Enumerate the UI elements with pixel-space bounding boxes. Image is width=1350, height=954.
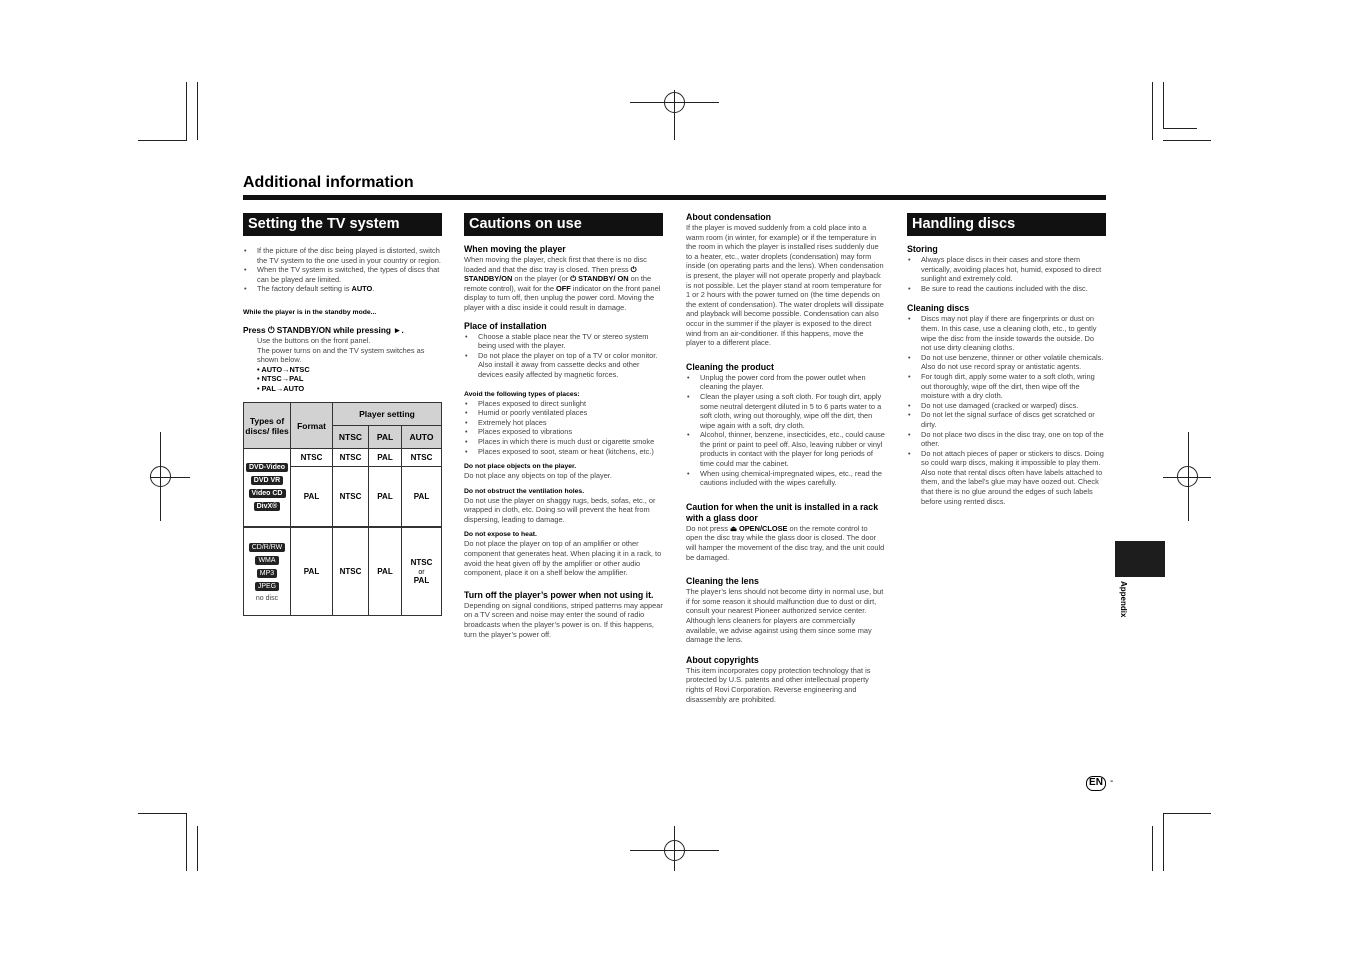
- tv-system-table: [243, 402, 442, 616]
- list-item: • Discs may not play if there are fingerprints or dust on them. In this case, use a cleaning cloth, etc., to gently wipe the disc from the inside towards the outside. Do not use dirty cleaning cloths.: [907, 314, 1106, 352]
- list-item: • When the TV system is switched, the types of discs that can be played are limited.: [243, 265, 442, 284]
- list-item: • Extremely hot places: [464, 418, 663, 428]
- power-off-text: Depending on signal conditions, striped patterns may appear on a TV screen and noise may enter the sound of radio broadcasts when the player’s power is on. If this happens, turn the player’s power off.: [464, 600, 663, 639]
- list-item: • For tough dirt, apply some water to a soft cloth, wring out thoroughly, wipe off the dirt, then wipe off the moisture with a dry cloth.: [907, 372, 1106, 401]
- list-item: • Always place discs in their cases and store them vertically, avoiding places hot, humid, exposed to direct sunlight and extremely cold.: [907, 255, 1106, 284]
- list-item: • Places exposed to direct sunlight: [464, 399, 663, 409]
- video-cd-badge: Video CD: [249, 489, 286, 498]
- heat-heading: Do not expose to heat.: [464, 531, 537, 539]
- copyrights-heading: About copyrights: [686, 654, 759, 665]
- heat-text: Do not place the player on top of an amplifier or other component that generates heat. When placing it in a rack, to avoid the heat given off by the amplifier or other audio component, place it on a shelf below the amplifier.: [464, 539, 662, 578]
- power-icon: ⏻: [267, 324, 275, 335]
- table-header: Player setting: [333, 403, 442, 426]
- list-item: • Unplug the power cord from the power outlet when cleaning the player.: [686, 373, 885, 392]
- condensation-text: If the player is moved suddenly from a cold place into a warm room (in winter, for example) or if the temperature in the room in which the player is installed rises suddenly due to a heater, etc., water droplets (condensation) may form inside (on operating parts and the lens). When condensation is present, the player will not operate properly and playback is not possible. Let the player stand at room temperature for 1 or 2 hours with the power turned on (the time depends on the extent of condensation). The water droplets will dissipate and playback will become possible. Condensation can also occur in the summer if the player is exposed to the direct wind from an air-conditioner. If this happens, move the player to a different place.: [686, 223, 884, 348]
- title-rule: [243, 195, 1106, 200]
- language-badge: EN: [1086, 776, 1106, 791]
- glass-door-heading: Caution for when the unit is installed in a rack with a glass door: [686, 501, 879, 523]
- jpeg-badge: JPEG: [255, 582, 279, 591]
- list-item: • Clean the player using a soft cloth. For tough dirt, apply some neutral detergent diluted in 5 to 6 parts water to a soft cloth, wring out thoroughly, wipe off the dirt, then wipe again with a soft, dry cloth.: [686, 392, 885, 430]
- divx-badge: DivX®: [254, 502, 281, 511]
- list-item: • Be sure to read the cautions included with the disc.: [907, 284, 1106, 294]
- appendix-label: Appendix: [1119, 581, 1128, 618]
- condensation-section: [686, 212, 885, 704]
- vent-text: Do not use the player on shaggy rugs, beds, sofas, etc., or wrapped in cloth, etc. Doing so will prevent the heat from dispersing, leading to damage.: [464, 495, 656, 524]
- cautions-section: [464, 213, 663, 639]
- wma-badge: WMA: [255, 556, 278, 565]
- list-item: • When using chemical-impregnated wipes, etc., read the cautions included with the wipes carefully.: [686, 469, 885, 488]
- page-number: -: [1110, 776, 1114, 787]
- press-text-2: The power turns on and the TV system switches as shown below.: [257, 345, 425, 365]
- table-row: PAL NTSC PAL PAL: [244, 467, 442, 527]
- list-item: • If the picture of the disc being played is distorted, switch the TV system to the one used in your country or region.: [243, 246, 442, 265]
- table-row: CD/R/RW WMA MP3 JPEG no disc PAL NTSC PAL NTSC or PAL: [244, 527, 442, 616]
- list-item: • Humid or poorly ventilated places: [464, 408, 663, 418]
- moving-text: When moving the player, check first that there is no disc loaded and that the disc tray is closed. Then press ⏻ STANDBY/ON on the player (or ⏻ STANDBY/ ON on the remote control), wait for the OFF indicator on the front panel display to turn off, then unplug the power cord. Moving the player with a disc inside it could result in damage.: [464, 255, 661, 312]
- appendix-tab: [1115, 541, 1165, 577]
- cd-r-rw-badge: CD/R/RW: [249, 543, 286, 552]
- handling-discs-section: [907, 213, 1106, 506]
- copyrights-text: This item incorporates copy protection technology that is protected by U.S. patents and other intellectual property rights of Rovi Corporation. Reverse engineering and disassembly are prohibited.: [686, 665, 871, 704]
- list-item: • Places in which there is much dust or cigarette smoke: [464, 437, 663, 447]
- switch-item: • NTSC→PAL: [257, 374, 304, 384]
- list-item: • The factory default setting is AUTO.: [243, 284, 442, 294]
- install-heading: Place of installation: [464, 320, 547, 331]
- cautions-heading: Cautions on use: [464, 213, 663, 236]
- setting-tv-section: [243, 213, 442, 394]
- list-item: • Do not use damaged (cracked or warped) discs.: [907, 401, 1106, 411]
- storing-heading: Storing: [907, 244, 938, 254]
- table-row: DVD-Video DVD VR Video CD DivX® NTSC NTSC PAL NTSC: [244, 449, 442, 467]
- glass-door-text: Do not press ⏏ OPEN/CLOSE on the remote control to open the disc tray while the glass door is closed. The door will hamper the movement of the disc tray, and the unit could be damaged.: [686, 523, 885, 562]
- table-header: Format: [291, 403, 333, 449]
- table-header: Types of discs/ files: [244, 403, 291, 449]
- objects-heading: Do not place objects on the player.: [464, 463, 577, 471]
- table-header: PAL: [369, 426, 402, 449]
- list-item: • Places exposed to soot, steam or heat (kitchens, etc.): [464, 447, 663, 457]
- mp3-badge: MP3: [257, 569, 277, 578]
- standby-heading: While the player is in the standby mode...: [243, 308, 377, 316]
- lens-heading: Cleaning the lens: [686, 576, 759, 587]
- cleaning-product-heading: Cleaning the product: [686, 361, 774, 372]
- list-item: • Do not use benzene, thinner or other volatile chemicals. Also do not use record spray or antistatic agents.: [907, 353, 1106, 372]
- press-instruction: Press ⏻ STANDBY/ON while pressing ►.: [243, 324, 404, 335]
- condensation-heading: About condensation: [686, 212, 772, 222]
- switch-item: • AUTO→NTSC: [257, 364, 310, 374]
- list-item: • Do not attach pieces of paper or stickers to discs. Doing so could warp discs, making it impossible to play them. Also note that rental discs often have labels attached to them, and the label’s glue may have oozed out. Check that there is no glue around the edges of such labels before using rented discs.: [907, 449, 1106, 507]
- cleaning-discs-heading: Cleaning discs: [907, 303, 970, 314]
- table-header: NTSC: [333, 426, 369, 449]
- handling-discs-heading: Handling discs: [907, 213, 1106, 236]
- list-item: • Alcohol, thinner, benzene, insecticides, etc., could cause the print or paint to peel off. Also, leaving rubber or vinyl products in contact with the player for long periods of time could mar the cabinet.: [686, 430, 885, 468]
- switch-item: • PAL→AUTO: [257, 383, 305, 393]
- moving-heading: When moving the player: [464, 244, 566, 254]
- no-disc-note: no disc: [255, 594, 279, 602]
- list-item: • Places exposed to vibrations: [464, 427, 663, 437]
- power-off-heading: Turn off the player’s power when not using it.: [464, 589, 654, 600]
- lens-text: The player’s lens should not become dirty in normal use, but if for some reason it should malfunction due to dust or dirt, consult your nearest Pioneer authorized service center. Although lens cleaners for players are commercially available, we advise against using them since some may damage the lens.: [686, 587, 884, 645]
- list-item: • Do not place two discs in the disc tray, one on top of the other.: [907, 430, 1106, 449]
- page-title: Additional information: [243, 174, 414, 191]
- table-header: AUTO: [402, 426, 442, 449]
- list-item: • Choose a stable place near the TV or stereo system being used with the player.: [464, 332, 663, 351]
- dvd-video-badge: DVD-Video: [246, 463, 288, 472]
- vent-heading: Do not obstruct the ventilation holes.: [464, 487, 585, 495]
- dvd-vr-badge: DVD VR: [251, 476, 283, 485]
- list-item: • Do not let the signal surface of discs get scratched or dirty.: [907, 410, 1106, 429]
- setting-tv-heading: Setting the TV system: [243, 213, 442, 236]
- list-item: • Do not place the player on top of a TV or color monitor. Also install it away from cassette decks and other devices easily affected by magnetic forces.: [464, 351, 663, 380]
- press-text-1: Use the buttons on the front panel.: [257, 335, 371, 345]
- avoid-heading: Avoid the following types of places:: [464, 390, 580, 398]
- objects-text: Do not place any objects on top of the player.: [464, 471, 612, 481]
